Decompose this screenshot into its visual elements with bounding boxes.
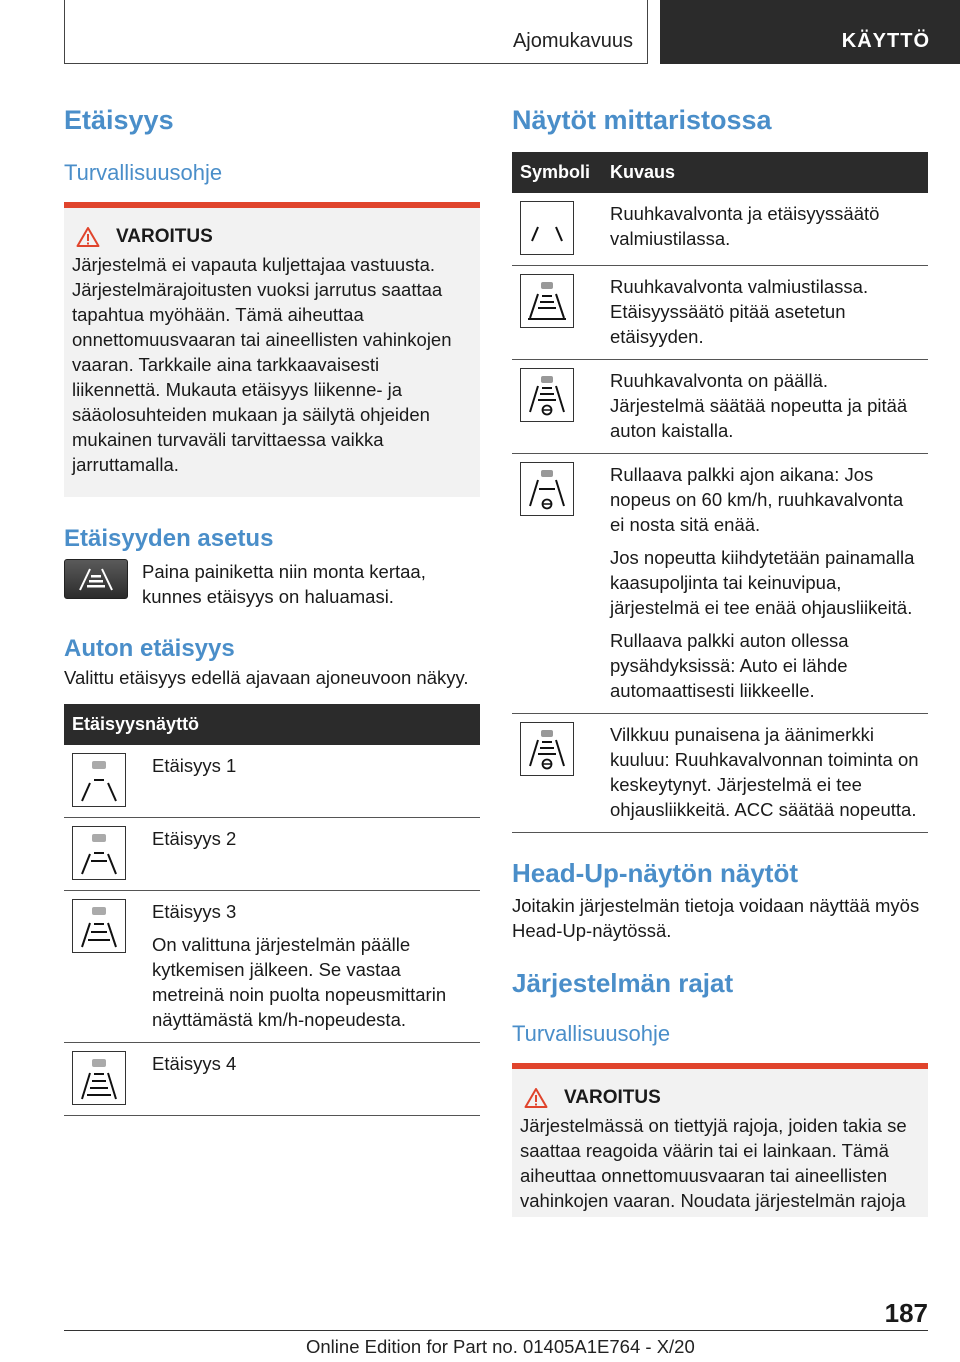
warning-title	[520, 1087, 920, 1109]
hud-text: Joitakin järjestelmän tietoja voidaan näyttää myös Head-Up-näytössä.	[512, 895, 920, 941]
table-row	[64, 745, 480, 818]
lane-control-rolling-icon	[520, 462, 574, 516]
lane-control-interrupted-icon	[520, 722, 574, 776]
warning-box	[512, 1063, 928, 1217]
header-section-title: Ajomukavuus	[512, 30, 633, 52]
col-description-header: Kuvaus	[602, 152, 928, 193]
distance-2-icon	[72, 826, 126, 880]
distance-3-icon	[72, 899, 126, 953]
car-distance-text: Valittu etäisyys edellä ajavaan ajoneuvoon näkyy.	[64, 667, 469, 688]
table-row	[512, 266, 928, 360]
footer-divider	[64, 1330, 928, 1331]
lane-control-on-icon	[520, 368, 574, 422]
lane-control-standby-icon	[520, 201, 574, 255]
footer-edition: Online Edition for Part no. 01405A1E764 - X/20	[306, 1336, 695, 1357]
header-chapter-box	[660, 0, 960, 64]
table-row	[64, 891, 480, 1043]
warning-label: VAROITUS	[564, 1087, 661, 1108]
symbol-description: Ruuhkavalvonta ja etäisyyssäätö valmiustilassa.	[610, 203, 880, 249]
distance-4-icon	[72, 1051, 126, 1105]
table-row	[512, 360, 928, 454]
distance-1-icon	[72, 753, 126, 807]
warning-title	[72, 226, 472, 248]
symbol-description: Rullaava palkki auton ollessa pysähdyksissä: Auto ei lähde automaattisesti liikkeelle.	[610, 630, 849, 701]
warning-triangle-icon	[76, 226, 100, 248]
table-row	[64, 1043, 480, 1116]
distance-row-text: Etäisyys 1	[152, 755, 237, 776]
symbol-description: Rullaava palkki ajon aikana: Jos nopeus on 60 km/h, ruuhkavalvonta ei nosta sitä enää.	[610, 464, 904, 535]
system-limits-heading: Järjestelmän rajat	[512, 968, 734, 998]
distance-button-icon	[64, 559, 128, 599]
table-row	[512, 454, 928, 714]
distance-table-header: Etäisyysnäyttö	[64, 704, 480, 745]
col-symbol-header: Symboli	[512, 152, 602, 193]
symbol-description: Vilkkuu punaisena ja äänimerkki kuuluu: Ruuhkavalvonnan toiminta on keskeytynyt. Järjestelmä ei tee ohjausliikkeitä. ACC säätää nopeutta.	[610, 724, 919, 820]
symbol-description: Ruuhkavalvonta valmiustilassa. Etäisyyssäätö pitää asetetun etäisyyden.	[610, 276, 869, 347]
safety-heading: Turvallisuusohje	[64, 160, 223, 185]
distance-setting-heading: Etäisyyden asetus	[64, 525, 274, 552]
table-row	[64, 818, 480, 891]
distance-row-text: Etäisyys 2	[152, 828, 237, 849]
distance-setting-row	[64, 559, 480, 609]
left-column	[64, 100, 480, 1116]
hud-heading: Head-Up-näytön näytöt	[512, 858, 798, 888]
header-section-box	[64, 0, 648, 64]
distance-setting-text: Paina painiketta niin monta kertaa, kunnes etäisyys on haluamasi.	[142, 561, 426, 607]
warning-label: VAROITUS	[116, 226, 213, 247]
symbol-description: Ruuhkavalvonta on päällä. Järjestelmä säätää nopeutta ja pitää auton kaistalla.	[610, 370, 908, 441]
table-row	[512, 714, 928, 833]
page-number: 187	[884, 1298, 928, 1328]
section-title-distance: Etäisyys	[64, 105, 174, 135]
warning-text: Järjestelmässä on tiettyjä rajoja, joiden takia se saattaa reagoida väärin tai ei lainkaan. Tämä aiheuttaa onnettomuusvaaran tai aineellisten vahinkojen vaaran. Noudata järjestelmän rajoja	[520, 1115, 907, 1211]
header-chapter-title: KÄYTTÖ	[841, 30, 930, 52]
safety-heading: Turvallisuusohje	[512, 1021, 671, 1046]
cluster-symbols-table	[512, 152, 928, 833]
warning-triangle-icon	[524, 1087, 548, 1109]
car-distance-heading: Auton etäisyys	[64, 635, 235, 662]
warning-text: Järjestelmä ei vapauta kuljettajaa vastuusta. Järjestelmärajoitusten vuoksi jarrutus saattaa tapahtua myöhään. Tämä aiheuttaa onnettomuusvaaran tai aineellisten vahinkojen vaaran. Tarkkaile aina tarkkaavaisesti liikennettä. Mukauta etäisyys liikenne- ja sääolosuhteiden mukaan ja säilytä ohjeiden mukainen turvaväli tarvittaessa vaikka jarruttamalla.	[72, 254, 452, 475]
table-row	[512, 193, 928, 266]
distance-display-table	[64, 704, 480, 1116]
right-column	[512, 100, 928, 1217]
symbol-description: Jos nopeutta kiihdytetään painamalla kaasupoljinta tai keinuvipua, järjestelmä ei tee enää ohjausliikeitä.	[610, 547, 915, 618]
distance-row-text: Etäisyys 4	[152, 1053, 237, 1074]
cluster-displays-title: Näytöt mittaristossa	[512, 105, 772, 135]
distance-row-text: On valittuna järjestelmän päälle kytkemisen jälkeen. Se vastaa metreinä noin puolta nopeusmittarin näyttämästä km/h-nopeudesta.	[152, 934, 447, 1030]
distance-row-text: Etäisyys 3	[152, 901, 237, 922]
lane-control-ready-icon	[520, 274, 574, 328]
warning-box	[64, 202, 480, 497]
